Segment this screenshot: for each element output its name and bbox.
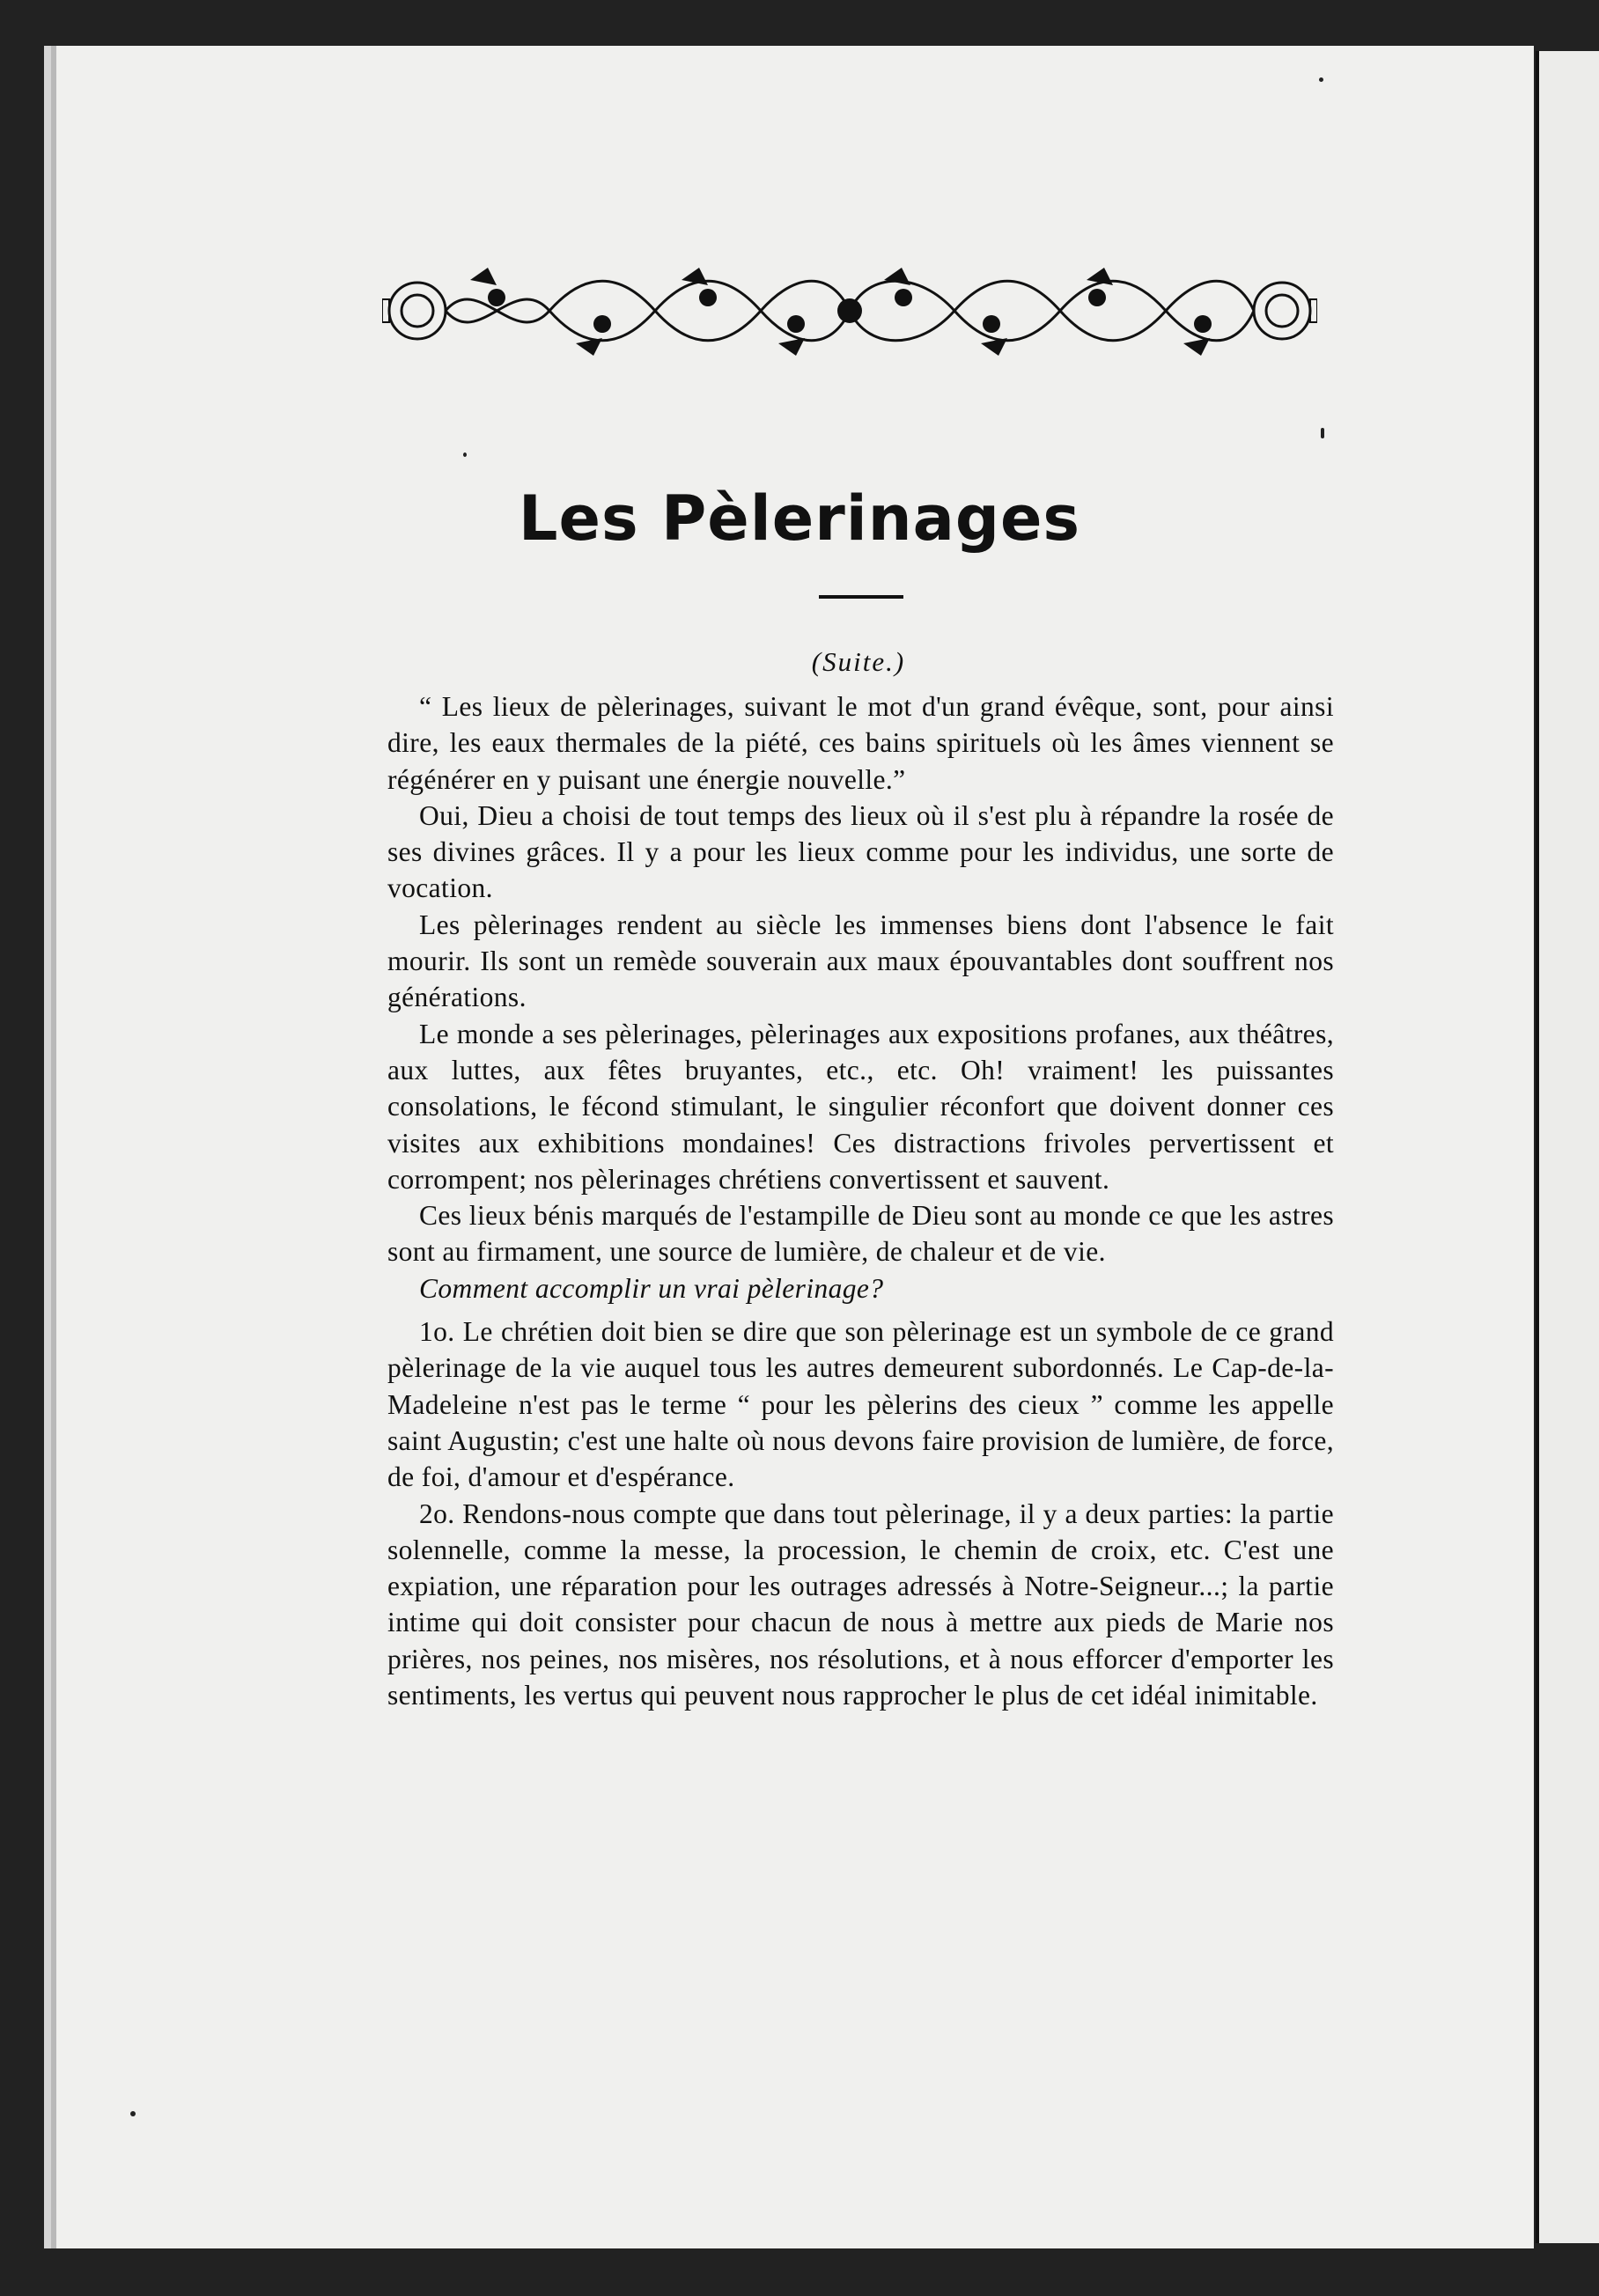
paragraph: Les pèlerinages rendent au siècle les immenses biens dont l'absence le fait mourir. Ils sont un remède souverain aux maux épouvantables dont souffrent nos générations.: [387, 909, 1334, 1013]
paragraph: “ Les lieux de pèlerinages, suivant le mot d'un grand évêque, sont, pour ainsi dire, les eaux thermales de la piété, ces bains spirituels où les âmes viennent se régénérer en y puisant une énergie nouvelle.”: [387, 691, 1334, 795]
page-title: Les Pèlerinages: [518, 482, 1081, 555]
ink-speck: [463, 453, 467, 457]
ink-speck: [1321, 428, 1324, 438]
numbered-point: 2o. Rendons-nous compte que dans tout pèlerinage, il y a deux parties: la partie solennelle, comme la messe, la procession, le chemin de croix, etc. C'est une expiation, une réparation pour les outrages adressés à Notre-Seigneur...; la partie intime qui doit consister pour chacun de nous à mettre aux pieds de Marie nos prières, nos peines, nos misères, nos résolutions, et à nous efforcer d'emporter les sentiments, les vertus qui peuvent nous rapprocher le plus de cet idéal inimitable.: [387, 1498, 1334, 1711]
ink-speck: [130, 2111, 136, 2116]
title-divider: [819, 595, 903, 599]
ink-speck: [1319, 77, 1323, 82]
article-body: [387, 688, 1334, 1713]
subtitle: (Suite.): [811, 646, 906, 677]
paragraph: Ces lieux bénis marqués de l'estampille de Dieu sont au monde ce que les astres sont au firmament, une source de lumière, de chaleur et de vie.: [387, 1200, 1334, 1268]
paragraph: Le monde a ses pèlerinages, pèlerinages aux expositions profanes, aux théâtres, aux luttes, aux fêtes bruyantes, etc., etc. Oh! vraiment! les puissantes consolations, le fécond stimulant, le singulier réconfort que doivent donner ces visites aux exhibitions mondaines! Ces distractions frivoles pervertissent et corrompent; nos pèlerinages chrétiens convertissent et sauvent.: [387, 1018, 1334, 1195]
adjacent-page-edge: [1536, 51, 1599, 2243]
ornamental-header-border: [382, 262, 1317, 359]
section-question: Comment accomplir un vrai pèlerinage?: [419, 1272, 884, 1304]
paragraph: Oui, Dieu a choisi de tout temps des lieux où il s'est plu à répandre la rosée de ses divines grâces. Il y a pour les lieux comme pour les individus, une sorte de vocation.: [387, 799, 1334, 904]
page-binding-edge: [44, 46, 51, 2248]
numbered-point: 1o. Le chrétien doit bien se dire que son pèlerinage est un symbole de ce grand pèlerinage de la vie auquel tous les autres demeurent subordonnés. Le Cap-de-la-Madeleine n'est pas le terme “ pour les pèlerins des cieux ” comme les appelle saint Augustin; c'est une halte où nous devons faire provision de lumière, de force, de foi, d'amour et d'espérance.: [387, 1316, 1334, 1493]
